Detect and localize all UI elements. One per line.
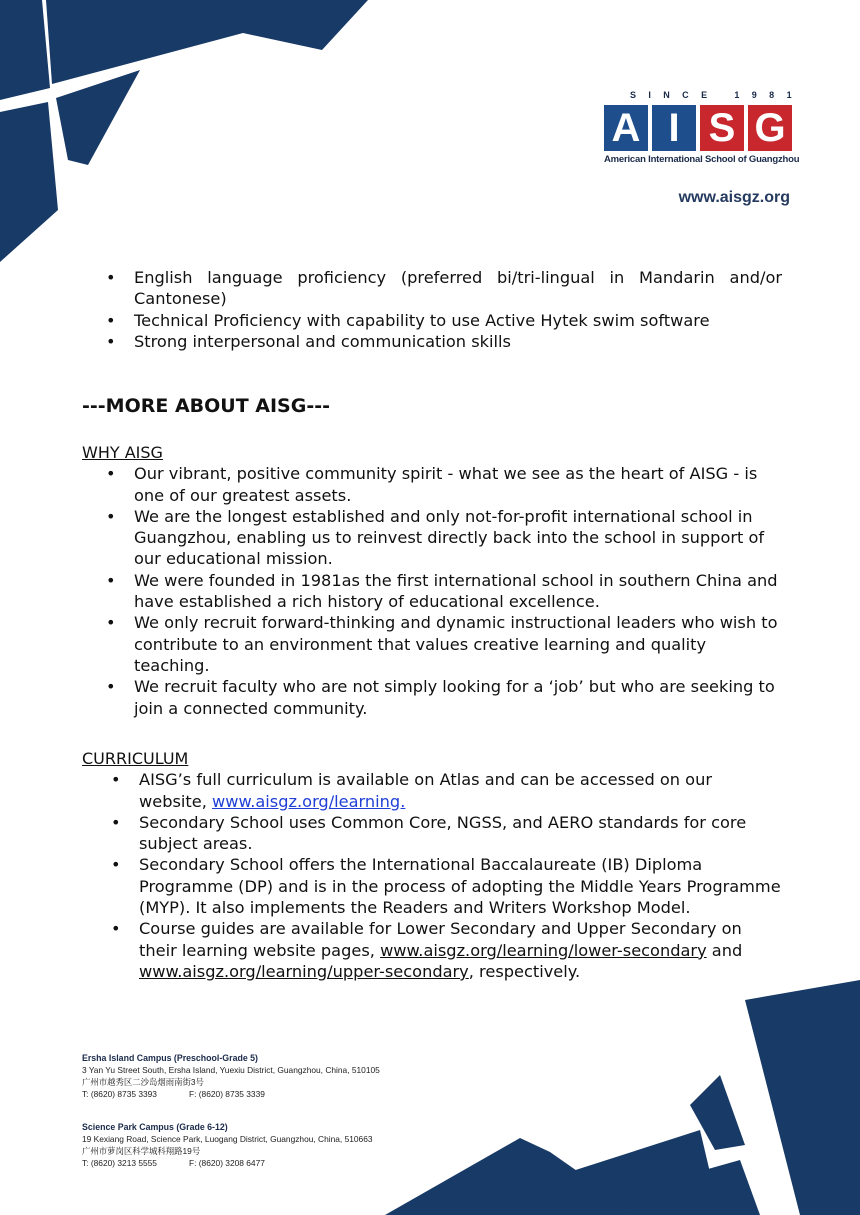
list-item: • Strong interpersonal and communication skills [106,331,511,351]
campus-title: Ersha Island Campus (Preschool-Grade 5) [82,1053,258,1063]
list-item: • Course guides are available for Lower Secondary and Upper Secondary on their learning website pages, www.aisgz.org/learning/lower-secondary and www.aisgz.org/learning/upper-secondary, respectively. [111,919,743,981]
campus-address: 3 Yan Yu Street South, Ersha Island, Yuexiu District, Guangzhou, China, 510105 [82,1065,380,1075]
list-item: • English language proficiency (preferred bi/tri-lingual in Mandarin and/or Cantonese) [106,268,782,309]
list-item: • Secondary School offers the International Baccalaureate (IB) Diploma Programme (DP) and is in the process of adopting the Middle Years Programme (MYP). It also implements the Readers and Writers Workshop Model. [111,855,781,918]
list-item: • Our vibrant, positive community spirit - what we see as the heart of AISG - is one of our greatest assets. [106,464,758,505]
learning-link[interactable]: www.aisgz.org/learning. [212,791,406,811]
logo-letter-g: G [748,105,792,151]
school-name: American International School of Guangzhou [604,154,800,165]
more-about-heading: ---MORE ABOUT AISG--- [82,395,330,417]
upper-secondary-link[interactable]: www.aisgz.org/learning/upper-secondary [139,961,469,981]
header-website[interactable]: www.aisgz.org [678,189,790,206]
list-item: • AISG’s full curriculum is available on Atlas and can be accessed on our website, www.aisgz.org/learning. [111,770,712,811]
campus-phone: T: (8620) 3213 5555 F: (8620) 3208 6477 [82,1158,265,1168]
footer-campus-ersha [82,1052,380,1100]
curriculum-list [82,769,782,982]
campus-address: 19 Kexiang Road, Science Park, Luogang District, Guangzhou, China, 510663 [82,1134,373,1144]
why-aisg-title: WHY AISG [82,443,163,462]
list-item: • We recruit faculty who are not simply looking for a ‘job’ but who are seeking to join a connected community. [106,677,775,718]
list-item: • We only recruit forward-thinking and dynamic instructional leaders who wish to contribute to an environment that values creative learning and quality teaching. [106,613,778,675]
aisg-logo [604,90,804,165]
since-tagline: SINCE 1981 [629,90,804,100]
why-aisg-section [82,442,782,719]
logo-letter-i: I [652,105,696,151]
requirements-list [82,267,782,352]
list-item: • Secondary School uses Common Core, NGSS, and AERO standards for core subject areas. [111,812,747,854]
lower-secondary-link[interactable]: www.aisgz.org/learning/lower-secondary [380,940,707,960]
requirements-section [82,267,782,352]
why-aisg-list [82,463,782,719]
campus-phone: T: (8620) 8735 3393 F: (8620) 8735 3339 [82,1089,265,1099]
campus-address-cn: 广州市越秀区二沙岛烟雨南街3号 [82,1077,204,1087]
list-item: • Technical Proficiency with capability to use Active Hytek swim software [106,310,710,330]
footer-campus-science-park [82,1121,373,1169]
list-item: • We are the longest established and only not-for-profit international school in Guangzhou, enabling us to reinvest directly back into the school in support of our educational mission. [106,506,765,569]
curriculum-title: CURRICULUM [82,749,189,768]
curriculum-section [82,748,782,982]
logo-letters [604,105,792,151]
campus-address-cn: 广州市萝岗区科学城科翔路19号 [82,1146,201,1156]
list-item: • We were founded in 1981as the first international school in southern China and have established a rich history of educational excellence. [106,570,778,612]
logo-letter-a: A [604,105,648,151]
campus-title: Science Park Campus (Grade 6-12) [82,1122,228,1132]
logo-letter-s: S [700,105,744,151]
